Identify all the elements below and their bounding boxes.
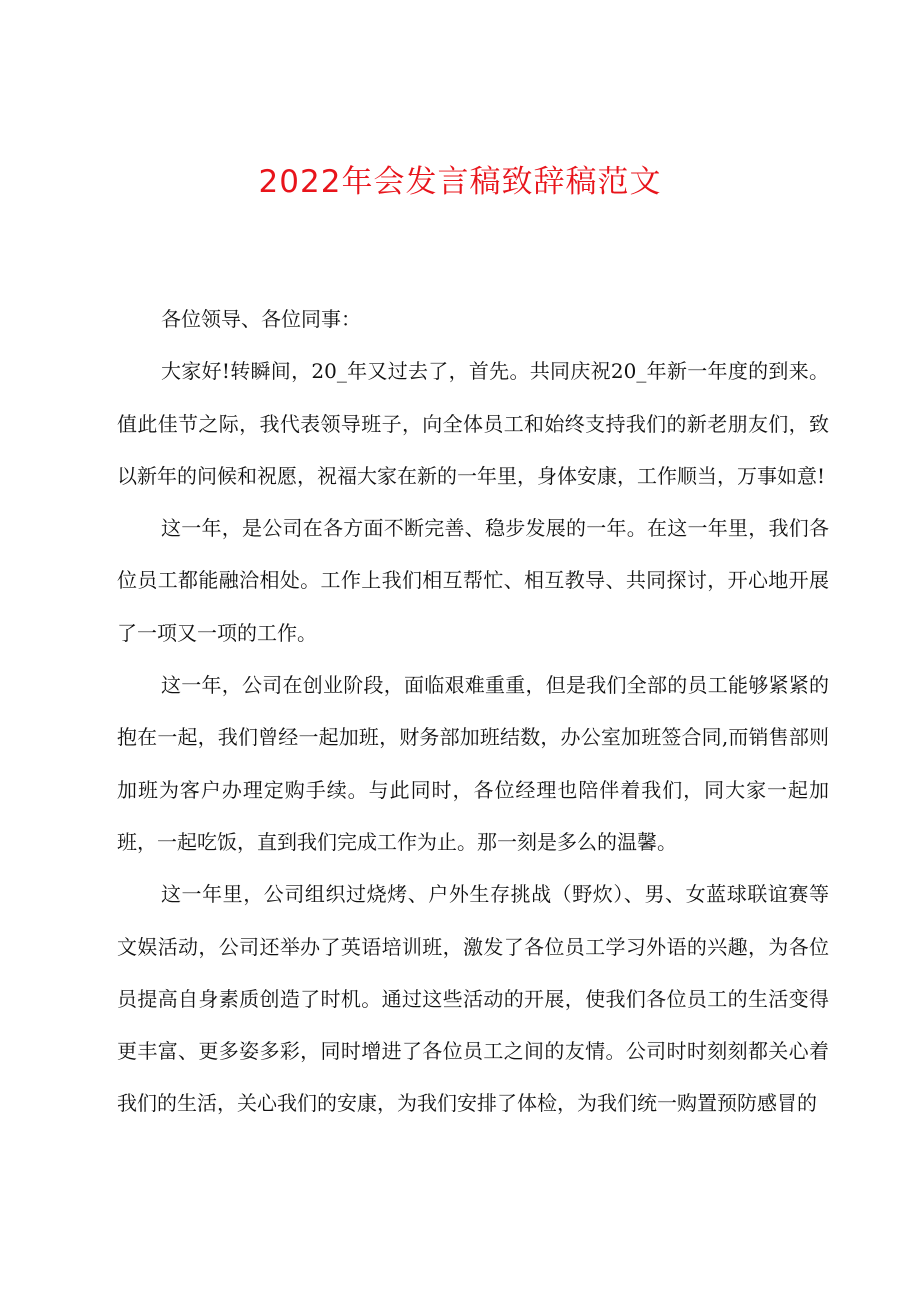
greeting-paragraph: 大家好!转瞬间，20_年又过去了，首先。共同庆祝20_年新一年度的到来。值此佳节之际，我代表领导班子，向全体员工和始终支持我们的新老朋友们，致以新年的问候和祝愿，祝福大家在新的一年里，身体安康，工作顺当，万事如意!	[117, 359, 829, 488]
development-paragraph: 这一年，是公司在各方面不断完善、稳步发展的一年。在这一年里，我们各位员工都能融洽相处。工作上我们相互帮忙、相互教导、共同探讨，开心地开展了一项又一项的工作。	[117, 516, 829, 645]
document-title: 2022年会发言稿致辞稿范文	[258, 164, 662, 200]
document-body	[117, 293, 829, 1130]
startup-paragraph: 这一年，公司在创业阶段，面临艰难重重，但是我们全部的员工能够紧紧的抱在一起，我们曾经一起加班，财务部加班结数，办公室加班签合同,而销售部则加班为客户办理定购手续。与此同时，各位经理也陪伴着我们，同大家一起加班，一起吃饭，直到我们完成工作为止。那一刻是多么的温馨。	[117, 673, 829, 854]
activities-paragraph: 这一年里，公司组织过烧烤、户外生存挑战（野炊）、男、女蓝球联谊赛等文娱活动，公司还举办了英语培训班，激发了各位员工学习外语的兴趣，为各位员提高自身素质创造了时机。通过这些活动的开展，使我们各位员工的生活变得更丰富、更多姿多彩，同时增进了各位员工之间的友情。公司时时刻刻都关心着我们的生活，关心我们的安康，为我们安排了体检，为我们统一购置预防感冒的	[117, 882, 829, 1116]
salutation-paragraph: 各位领导、各位同事：	[161, 307, 361, 331]
